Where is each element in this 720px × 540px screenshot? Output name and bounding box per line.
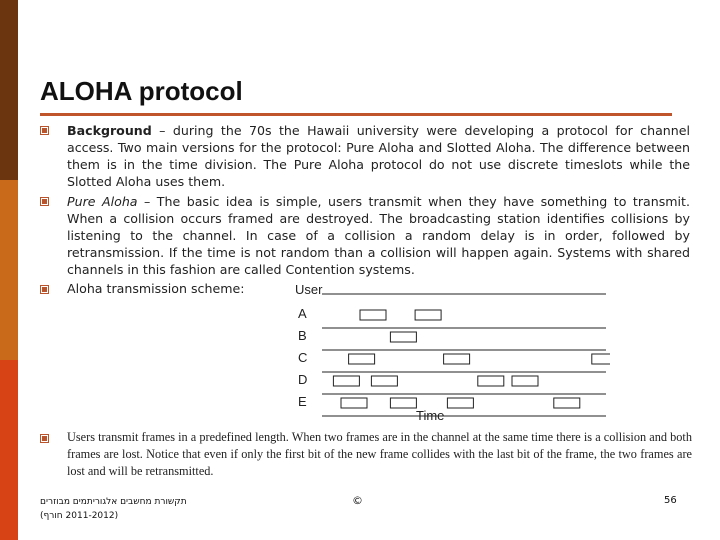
time-axis-label: Time: [416, 408, 445, 423]
user-label-b: B: [298, 328, 307, 343]
footer-course-name: תקשורת מחשבים אלגוריתמים מבוזרים: [40, 497, 187, 507]
frame-e-2: [390, 398, 416, 408]
bullet-marker: [40, 434, 49, 443]
scheme-label: Aloha transmission scheme:: [67, 281, 245, 296]
bullet-lead: Background: [67, 123, 152, 138]
user-label-e: E: [298, 394, 307, 409]
frame-d-2: [371, 376, 397, 386]
bullet-marker: [40, 197, 49, 206]
frame-c-3: [592, 354, 610, 364]
diagram-header: User: [295, 282, 323, 297]
frame-d-1: [333, 376, 359, 386]
aloha-diagram: [290, 280, 610, 425]
bullet-marker: [40, 285, 49, 294]
bullet-pure-aloha: [67, 193, 690, 278]
bullet-text: – The basic idea is simple, users transmit when they have something to transmit. When a collision occurs framed are destroyed. The broadcasting station identifies collisions by listening to the channel. In case of a collision a random delay is in order, followed by retransmission. If the time is not random than a collision will happen again. Systems with shared channels in this fashion are called Contention systems.: [67, 194, 690, 277]
title-underline: [40, 113, 672, 116]
frame-d-4: [512, 376, 538, 386]
footer-course-term: (2011-2012 חורף): [40, 511, 119, 521]
frame-a-2: [415, 310, 441, 320]
frame-e-3: [447, 398, 473, 408]
frame-e-4: [554, 398, 580, 408]
frame-e-1: [341, 398, 367, 408]
bullet-frames: Users transmit frames in a predefined length. When two frames are in the channel at the same time there is a collision and both frames are lost. Notice that even if only the first bit of the new frame collides with the last bit of the frame, the two frames are lost and will be retransmitted.: [67, 430, 692, 478]
footer-course: [40, 495, 200, 523]
slide-title: ALOHA protocol: [40, 76, 243, 106]
user-label-a: A: [298, 306, 307, 321]
frame-d-3: [478, 376, 504, 386]
user-label-c: C: [298, 350, 308, 365]
bullet-marker: [40, 126, 49, 135]
copyright-symbol: ©: [352, 494, 363, 507]
frame-c-2: [444, 354, 470, 364]
frame-a-1: [360, 310, 386, 320]
page-number: 56: [664, 495, 677, 506]
bullet-background: [67, 122, 690, 190]
frame-c-1: [349, 354, 375, 364]
bullet-lead: Pure Aloha: [67, 194, 138, 209]
decorative-side-bar: [0, 0, 18, 540]
user-label-d: D: [298, 372, 308, 387]
frame-b-1: [390, 332, 416, 342]
bullet-text: – during the 70s the Hawaii university were developing a protocol for channel access. Two main versions for the protocol: Pure Aloha and Slotted Aloha. The difference between them is in the time division. The Pure Aloha protocol do not use discrete timeslots while the Slotted Aloha uses them.: [67, 123, 690, 189]
